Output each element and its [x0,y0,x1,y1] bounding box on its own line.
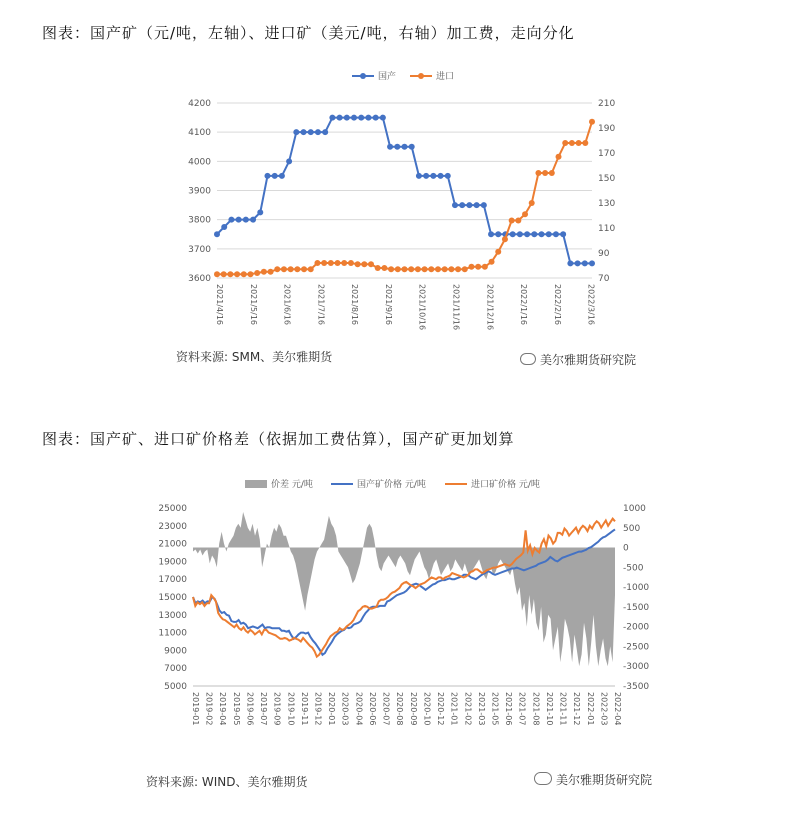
data-point [388,266,394,272]
data-point [582,140,588,146]
data-point [442,266,448,272]
figure-1-heading: 图表：国产矿（元/吨，左轴）、进口矿（美元/吨，右轴）加工费，走向分化 [42,24,575,42]
data-point [515,218,521,224]
data-point [375,265,381,271]
data-point [257,209,263,215]
x-tick-label: 2021/6/16 [282,284,292,326]
data-point [423,173,429,179]
y-left-tick: 5000 [164,682,187,692]
x-tick-label: 2019-02 [204,692,214,726]
data-point [556,154,562,160]
y-right-tick: 190 [598,124,616,134]
data-point [221,224,227,230]
x-tick-label: 2020-03 [340,692,350,726]
x-tick-label: 2019-07 [259,692,269,726]
chart-1 [172,58,642,368]
data-point [422,266,428,272]
data-point [535,170,541,176]
x-tick-label: 2020-01 [327,692,337,726]
data-point [549,170,555,176]
data-point [234,271,240,277]
legend-label: 进口矿价格 元/吨 [471,480,540,490]
data-point [539,231,545,237]
data-point [337,115,343,121]
data-point [279,173,285,179]
data-point [254,270,260,276]
y-right-tick: 90 [598,249,610,259]
data-point [582,260,588,266]
data-point [452,202,458,208]
data-point [272,173,278,179]
data-point [341,260,347,266]
y-right-tick: -1500 [623,602,650,613]
y-left-tick: 21000 [158,539,187,550]
data-point [247,271,253,277]
legend-marker [360,73,366,79]
x-tick-label: 2022-04 [613,692,622,726]
x-tick-label: 2022/1/16 [519,284,529,326]
data-point [373,115,379,121]
x-tick-label: 2021/11/16 [451,284,461,331]
x-tick-label: 2021-11 [558,692,568,726]
y-right-tick: 1000 [623,504,646,514]
data-point [380,115,386,121]
data-point [328,260,334,266]
legend-label: 国产矿价格 元/吨 [357,480,426,490]
chart-2 [135,468,665,768]
x-tick-label: 2021/5/16 [248,284,258,326]
data-point [335,260,341,266]
y-left-tick: 3700 [188,244,211,255]
x-tick-label: 2021-10 [544,692,554,726]
data-point [294,266,300,272]
y-right-tick: 170 [598,149,616,159]
x-tick-label: 2019-09 [272,692,282,726]
data-point [387,144,393,150]
figure-2-heading: 图表：国产矿、进口矿价格差（依据加工费估算），国产矿更加划算 [42,430,515,448]
data-point [428,266,434,272]
data-point [522,211,528,217]
x-tick-label: 2022/2/16 [552,284,562,326]
data-point [589,119,595,125]
y-right-tick: 150 [598,174,616,184]
x-tick-label: 2022-03 [599,692,609,726]
y-left-tick: 15000 [158,593,187,603]
data-point [468,264,474,270]
x-tick-label: 2020-04 [354,692,364,726]
data-point [394,144,400,150]
y-left-tick: 4100 [188,128,211,139]
x-tick-label: 2019-10 [286,692,296,726]
figure-1-brand [520,351,636,368]
data-point [402,266,408,272]
x-tick-label: 2020-06 [367,692,377,726]
figure-2-source: 资料来源: WIND、美尔雅期货 [146,775,308,789]
data-point [531,231,537,237]
data-point [576,140,582,146]
data-point [575,260,581,266]
y-right-tick: 500 [623,523,641,534]
x-tick-label: 2021/10/16 [417,284,427,331]
data-point [286,158,292,164]
data-point [495,231,501,237]
data-point [214,231,220,237]
data-point [348,260,354,266]
x-tick-label: 2019-01 [191,692,200,726]
y-right-tick: -1000 [623,583,650,594]
y-left-tick: 4000 [188,157,211,168]
data-point [502,236,508,242]
data-point [462,266,468,272]
data-point [293,129,299,135]
data-point [227,271,233,277]
data-point [529,200,535,206]
x-tick-label: 2021-05 [490,692,500,726]
data-point [416,173,422,179]
data-point [409,144,415,150]
data-point [569,140,575,146]
data-point [589,260,595,266]
data-point [395,266,401,272]
data-point [241,271,247,277]
x-tick-label: 2021/9/16 [383,284,393,326]
x-tick-label: 2021-02 [463,692,473,726]
legend-label: 国产 [378,72,397,82]
y-left-tick: 25000 [158,504,187,514]
x-tick-label: 2022-01 [585,692,595,726]
x-tick-label: 2019-12 [313,692,323,726]
legend-swatch [245,480,267,488]
y-left-tick: 19000 [158,557,187,568]
data-point [524,231,530,237]
data-point [301,129,307,135]
y-left-tick: 7000 [164,664,187,675]
y-left-tick: 17000 [158,575,187,586]
x-tick-label: 2021-07 [517,692,527,726]
y-right-tick: 210 [598,99,616,109]
x-tick-label: 2020-09 [408,692,418,726]
data-point [448,266,454,272]
data-point [281,266,287,272]
data-point [214,271,220,277]
y-right-tick: -2500 [623,642,650,653]
data-point [435,266,441,272]
y-right-tick: -3500 [623,682,650,692]
data-point [459,202,465,208]
data-point [481,202,487,208]
data-point [344,115,350,121]
y-left-tick: 3600 [188,274,211,284]
data-point [274,266,280,272]
data-point [308,129,314,135]
x-tick-label: 2019-06 [245,692,255,726]
y-left-tick: 3900 [188,186,211,197]
data-point [408,266,414,272]
data-point [430,173,436,179]
y-right-tick: -3000 [623,662,650,673]
data-point [455,266,461,272]
wechat-icon [520,353,536,365]
data-point [438,173,444,179]
data-point [562,140,568,146]
y-right-tick: -2000 [623,622,650,633]
x-tick-label: 2020-10 [422,692,432,726]
data-point [268,269,274,275]
x-tick-label: 2021-06 [504,692,514,726]
x-tick-label: 2021-01 [449,692,459,726]
data-point [243,217,249,223]
y-right-tick: 130 [598,199,616,209]
data-point [221,271,227,277]
data-point [510,231,516,237]
x-tick-label: 2019-04 [218,692,228,726]
legend-marker [418,73,424,79]
brand-label: 美尔雅期货研究院 [556,773,653,787]
data-point [329,115,335,121]
x-tick-label: 2021/4/16 [215,284,224,326]
y-left-tick: 3800 [188,215,211,226]
x-tick-label: 2019-05 [231,692,241,726]
x-tick-label: 2021-12 [572,692,582,726]
x-tick-label: 2021/12/16 [485,284,495,331]
data-point [567,260,573,266]
y-right-tick: -500 [623,563,644,574]
data-point [415,266,421,272]
data-point [355,261,361,267]
data-point [361,261,367,267]
data-point [489,259,495,265]
data-point [250,217,256,223]
y-right-tick: 0 [623,543,629,554]
figure-2-brand [534,771,652,788]
data-point [542,170,548,176]
data-point [301,266,307,272]
y-left-tick: 4200 [188,99,211,109]
y-left-tick: 23000 [158,521,187,532]
figure-1-source: 资料来源: SMM、美尔雅期货 [176,350,333,364]
data-point [308,266,314,272]
data-point [321,260,327,266]
brand-label: 美尔雅期货研究院 [540,353,637,367]
data-point [445,173,451,179]
x-tick-label: 2019-11 [299,692,309,726]
data-point [381,265,387,271]
y-left-tick: 11000 [158,628,187,639]
x-tick-label: 2022/3/16 [586,284,596,326]
data-point [314,260,320,266]
legend-label: 价差 元/吨 [271,480,313,490]
x-tick-label: 2020-08 [395,692,405,726]
x-tick-label: 2021/8/16 [350,284,360,326]
data-point [315,129,321,135]
x-tick-label: 2021-08 [531,692,541,726]
data-point [228,217,234,223]
x-tick-label: 2020-12 [436,692,446,726]
data-point [553,231,559,237]
data-point [546,231,552,237]
data-point [488,231,494,237]
wechat-icon [534,772,552,785]
data-point [351,115,357,121]
x-tick-label: 2021/7/16 [316,284,326,326]
data-point [517,231,523,237]
data-point [475,264,481,270]
data-point [264,173,270,179]
data-point [288,266,294,272]
y-left-tick: 13000 [158,610,187,621]
data-point [482,264,488,270]
data-point [509,218,515,224]
data-point [495,249,501,255]
y-right-tick: 70 [598,274,610,284]
data-point [474,202,480,208]
data-point [236,217,242,223]
y-left-tick: 9000 [164,646,187,657]
data-point [402,144,408,150]
series-area-spread [193,512,615,666]
legend-label: 进口 [436,72,455,82]
data-point [365,115,371,121]
data-point [261,269,267,275]
data-point [368,261,374,267]
data-point [560,231,566,237]
data-point [466,202,472,208]
x-tick-label: 2021-03 [476,692,486,726]
y-right-tick: 110 [598,224,616,234]
x-tick-label: 2020-07 [381,692,391,726]
data-point [322,129,328,135]
data-point [358,115,364,121]
